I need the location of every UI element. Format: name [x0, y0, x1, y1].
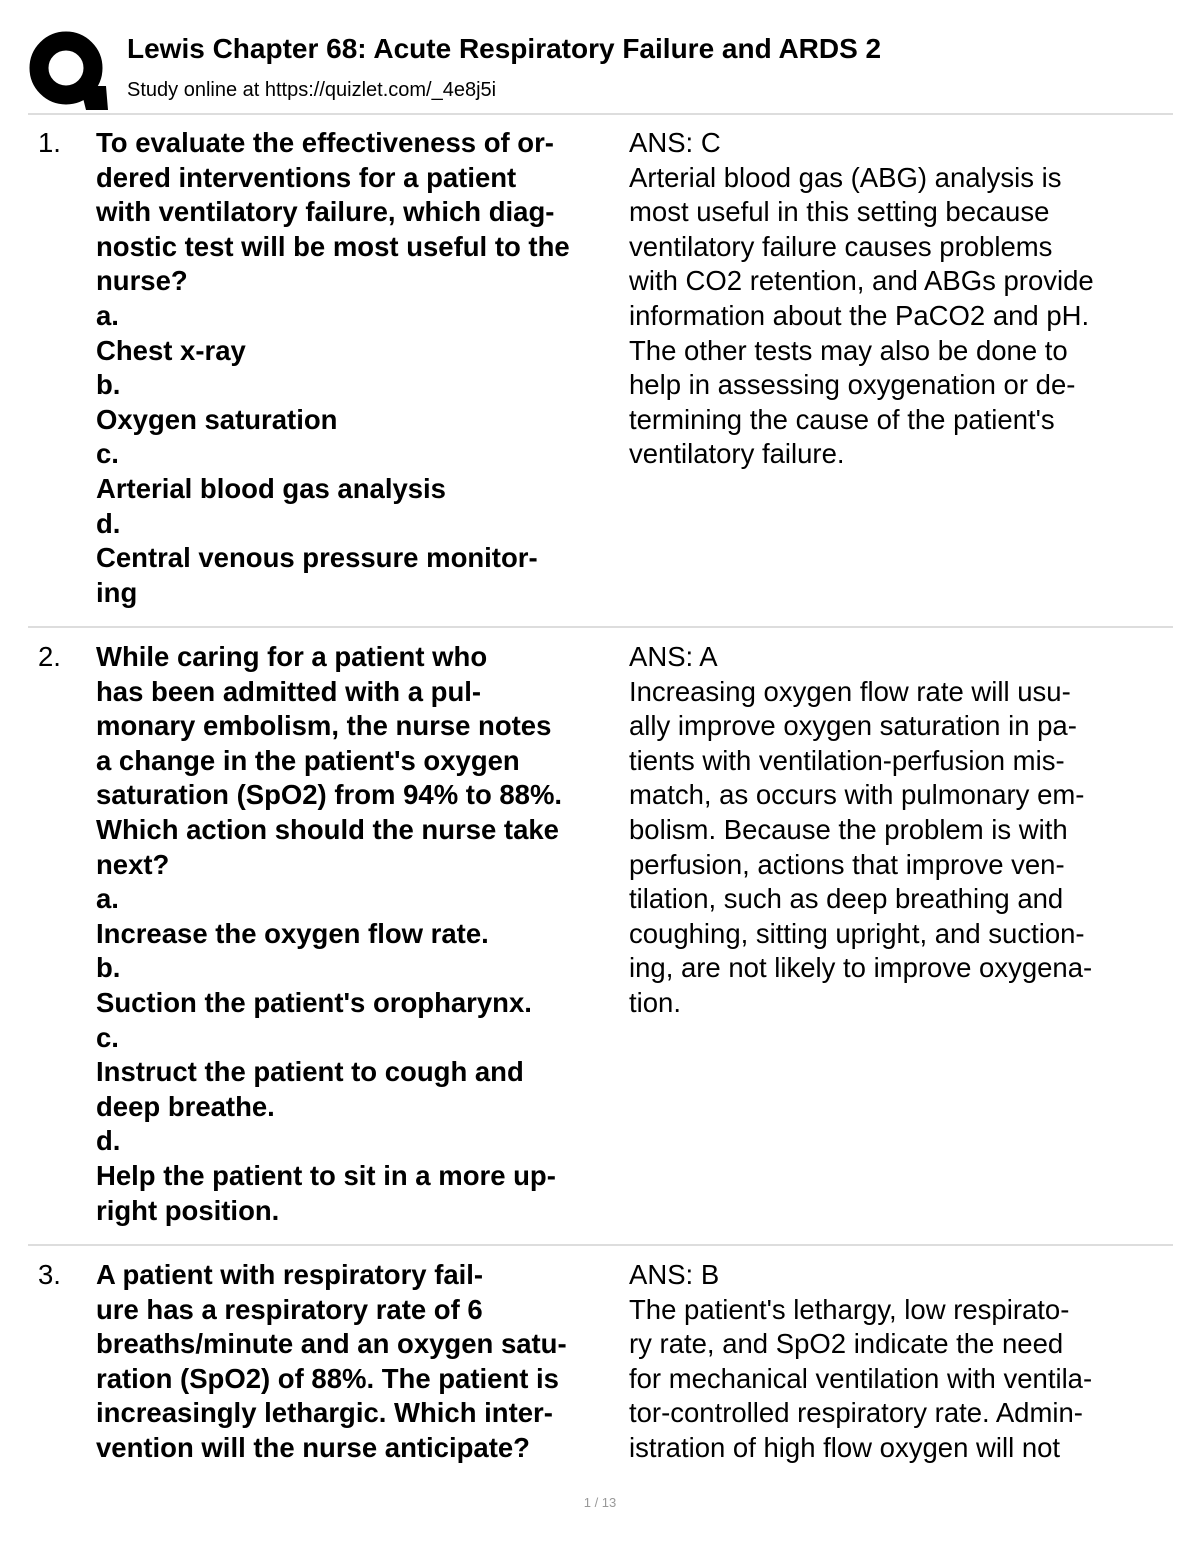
text-line: monary embolism, the nurse notes	[96, 710, 552, 742]
text-line: Increase the oxygen flow rate.	[96, 917, 489, 949]
text-line: saturation (SpO2) from 94% to 88%.	[96, 779, 563, 811]
text-line: While caring for a patient who	[96, 641, 488, 672]
text-line: with CO2 retention, and ABGs provide	[629, 265, 1094, 297]
text-line: ventilatory failure.	[629, 438, 845, 470]
text-line: coughing, sitting upright, and suction-	[629, 917, 1085, 949]
text-line: b.	[96, 369, 121, 401]
text-line: most useful in this setting because	[629, 196, 1050, 228]
text-line: increasingly lethargic. Which inter-	[96, 1397, 553, 1429]
text-line: breaths/minute and an oxygen satu-	[96, 1328, 567, 1360]
divider	[28, 1244, 1173, 1246]
question-text	[96, 1258, 626, 1466]
text-line: information about the PaCO2 and pH.	[629, 299, 1090, 331]
text-line: Oxygen saturation	[96, 403, 338, 435]
text-line: Instruct the patient to cough and	[96, 1056, 524, 1088]
text-line: a change in the patient's oxygen	[96, 744, 520, 776]
text-line: Arterial blood gas analysis	[96, 472, 446, 504]
divider	[28, 626, 1173, 628]
text-line: d.	[96, 1125, 121, 1157]
text-line: ventilatory failure causes problems	[629, 230, 1053, 262]
text-line: ANS: C	[629, 127, 721, 158]
text-line: The other tests may also be done to	[629, 334, 1068, 366]
text-line: a.	[96, 299, 119, 331]
text-line: c.	[96, 1021, 119, 1053]
question-number: 3.	[38, 1259, 61, 1290]
text-line: To evaluate the effectiveness of or-	[96, 127, 554, 158]
text-line: ing	[96, 576, 138, 608]
text-line: nurse?	[96, 265, 188, 297]
text-line: ration (SpO2) of 88%. The patient is	[96, 1362, 559, 1394]
text-line: ally improve oxygen saturation in pa-	[629, 710, 1077, 742]
text-line: has been admitted with a pul-	[96, 675, 482, 707]
text-line: ry rate, and SpO2 indicate the need	[629, 1328, 1064, 1360]
text-line: right position.	[96, 1194, 280, 1226]
text-line: A patient with respiratory fail-	[96, 1259, 484, 1290]
text-line: b.	[96, 952, 121, 984]
page-number: 1 / 13	[583, 1495, 617, 1510]
text-line: vention will the nurse anticipate?	[96, 1431, 530, 1463]
text-line: Suction the patient's oropharynx.	[96, 986, 532, 1018]
text-line: next?	[96, 848, 170, 880]
text-line: nostic test will be most useful to the	[96, 230, 570, 262]
text-line: tilation, such as deep breathing and	[629, 883, 1064, 915]
quizlet-q-logo-icon	[28, 30, 108, 110]
text-line: Chest x-ray	[96, 334, 246, 366]
text-line: perfusion, actions that improve ven-	[629, 848, 1065, 880]
text-line: d.	[96, 507, 121, 539]
answer-text	[629, 640, 1169, 1021]
document-header	[28, 28, 1178, 108]
text-line: bolism. Because the problem is with	[629, 813, 1068, 845]
text-line: tor-controlled respiratory rate. Admin-	[629, 1397, 1083, 1429]
text-line: help in assessing oxygenation or de-	[629, 369, 1076, 401]
text-line: Arterial blood gas (ABG) analysis is	[629, 161, 1062, 193]
text-line: tients with ventilation-perfusion mis-	[629, 744, 1065, 776]
divider	[28, 113, 1173, 115]
text-line: The patient's lethargy, low respirato-	[629, 1293, 1070, 1325]
text-line: ANS: B	[629, 1259, 720, 1290]
text-line: with ventilatory failure, which diag-	[96, 196, 555, 228]
answer-text	[629, 126, 1169, 472]
text-line: Increasing oxygen flow rate will usu-	[629, 675, 1071, 707]
question-number: 2.	[38, 641, 61, 672]
question-text	[96, 640, 626, 1228]
text-line: termining the cause of the patient's	[629, 403, 1055, 435]
text-line: Central venous pressure monitor-	[96, 542, 538, 574]
text-line: Help the patient to sit in a more up-	[96, 1159, 556, 1191]
text-line: a.	[96, 883, 119, 915]
text-line: ANS: A	[629, 641, 718, 672]
text-line: for mechanical ventilation with ventila-	[629, 1362, 1093, 1394]
text-line: Which action should the nurse take	[96, 813, 559, 845]
document-title: Lewis Chapter 68: Acute Respiratory Failure and ARDS 2	[127, 33, 882, 64]
text-line: ure has a respiratory rate of 6	[96, 1293, 483, 1325]
study-online-link[interactable]: Study online at https://quizlet.com/_4e8j5i	[127, 79, 497, 101]
text-line: ing, are not likely to improve oxygena-	[629, 952, 1093, 984]
answer-text	[629, 1258, 1169, 1466]
text-line: istration of high flow oxygen will not	[629, 1431, 1061, 1463]
text-line: deep breathe.	[96, 1090, 275, 1122]
text-line: match, as occurs with pulmonary em-	[629, 779, 1085, 811]
text-line: dered interventions for a patient	[96, 161, 517, 193]
text-line: tion.	[629, 986, 681, 1018]
text-line: c.	[96, 438, 119, 470]
question-text	[96, 126, 626, 610]
question-number: 1.	[38, 127, 61, 158]
